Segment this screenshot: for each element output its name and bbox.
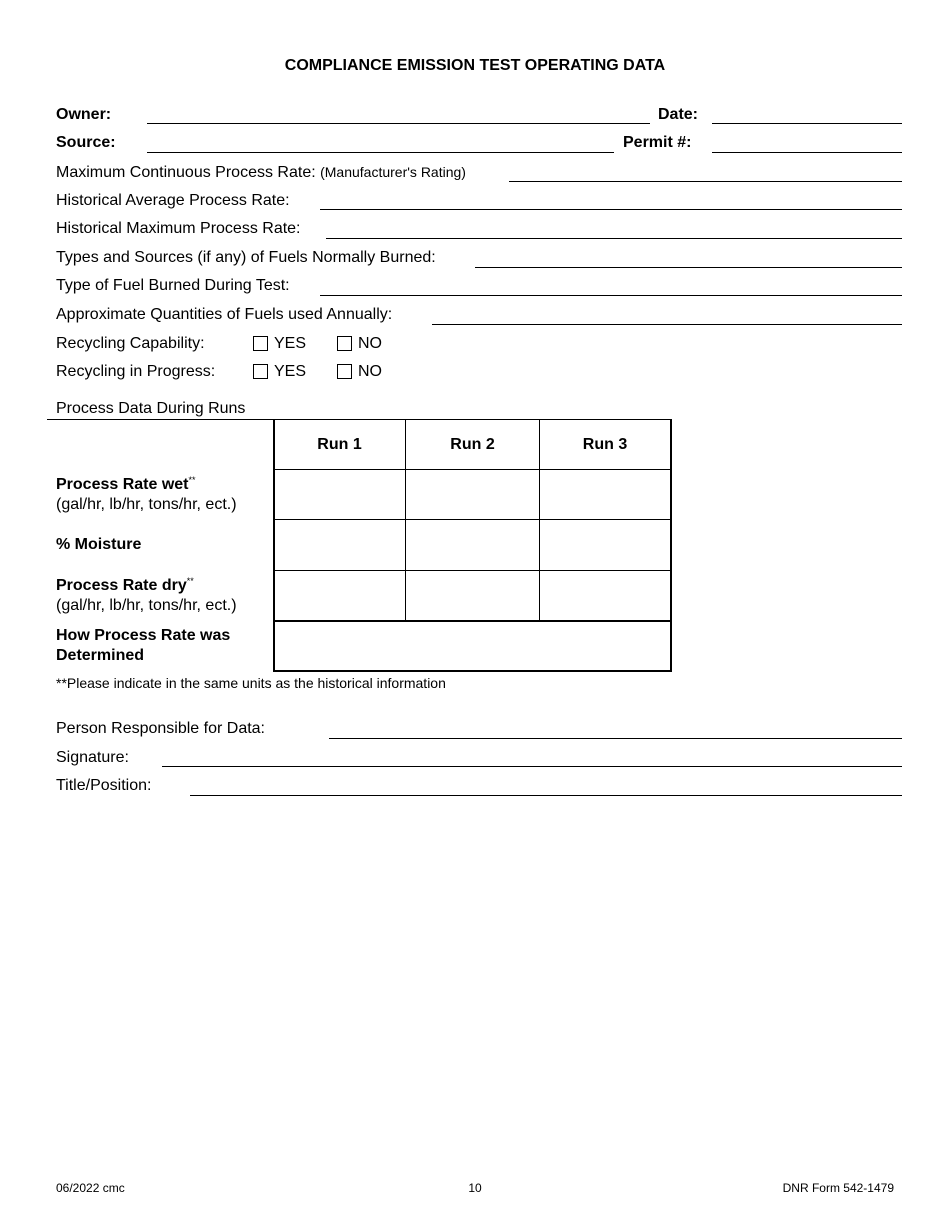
- row-label-dry-units: (gal/hr, lb/hr, tons/hr, ect.): [56, 597, 237, 614]
- title-position-label: Title/Position:: [56, 777, 152, 794]
- table-row-line-3: [273, 620, 671, 622]
- footer-form-number: DNR Form 542-1479: [782, 1181, 894, 1195]
- date-label: Date:: [658, 106, 699, 123]
- table-footnote: **Please indicate in the same units as the historical information: [56, 675, 446, 691]
- person-responsible-field[interactable]: [329, 738, 902, 739]
- recycling-capability-yes-label: YES: [274, 335, 307, 352]
- cell-moisture-run-1[interactable]: [275, 521, 404, 569]
- cell-dry-run-2[interactable]: [407, 572, 538, 619]
- max-rate-text: Maximum Continuous Process Rate:: [56, 164, 316, 181]
- recycling-capability-yes-checkbox[interactable]: [253, 336, 268, 351]
- recycling-capability-no-checkbox[interactable]: [337, 336, 352, 351]
- max-rate-field[interactable]: [509, 181, 902, 182]
- title-position-field[interactable]: [190, 795, 902, 796]
- permit-label: Permit #:: [623, 134, 692, 151]
- row-label-process-rate-dry: [56, 576, 237, 616]
- table-right-border: [670, 419, 672, 672]
- cell-moisture-run-2[interactable]: [407, 521, 538, 569]
- source-label: Source:: [56, 134, 116, 151]
- recycling-progress-label: Recycling in Progress:: [56, 363, 216, 380]
- row-label-dry-text: Process Rate dry: [56, 577, 187, 594]
- recycling-progress-yes-checkbox[interactable]: [253, 364, 268, 379]
- date-field[interactable]: [712, 123, 902, 124]
- permit-field[interactable]: [712, 152, 902, 153]
- row-label-wet-mark: **: [188, 475, 196, 485]
- row-label-wet-units: (gal/hr, lb/hr, tons/hr, ect.): [56, 496, 237, 513]
- hist-max-field[interactable]: [326, 238, 902, 239]
- owner-label: Owner:: [56, 106, 112, 123]
- table-row-line-1: [273, 519, 671, 520]
- row-label-process-rate-wet: [56, 475, 237, 515]
- row-label-how-line1: How Process Rate was: [56, 627, 231, 644]
- row-label-dry-mark: **: [186, 576, 194, 586]
- table-top-border: [47, 419, 671, 420]
- cell-wet-run-3[interactable]: [541, 471, 669, 518]
- hist-max-label: Historical Maximum Process Rate:: [56, 220, 301, 237]
- row-label-moisture: % Moisture: [56, 536, 142, 553]
- fuel-types-label: Types and Sources (if any) of Fuels Normally Burned:: [56, 249, 436, 266]
- column-header-run-3: Run 3: [582, 436, 628, 453]
- source-field[interactable]: [147, 152, 614, 153]
- signature-field[interactable]: [162, 766, 902, 767]
- recycling-progress-yes-label: YES: [274, 363, 307, 380]
- form-title: COMPLIANCE EMISSION TEST OPERATING DATA: [284, 57, 666, 74]
- table-row-line-2: [273, 570, 671, 571]
- table-caption: Process Data During Runs: [56, 400, 246, 417]
- recycling-progress-no-label: NO: [358, 363, 382, 380]
- owner-field[interactable]: [147, 123, 650, 124]
- fuel-qty-label: Approximate Quantities of Fuels used Annually:: [56, 306, 393, 323]
- column-header-run-2: Run 2: [450, 436, 495, 453]
- footer-date: 06/2022 cmc: [56, 1181, 125, 1195]
- cell-how-determined[interactable]: [275, 623, 669, 669]
- hist-avg-field[interactable]: [320, 209, 902, 210]
- recycling-progress-no-checkbox[interactable]: [337, 364, 352, 379]
- max-rate-note: (Manufacturer's Rating): [320, 164, 466, 180]
- hist-avg-label: Historical Average Process Rate:: [56, 192, 290, 209]
- fuel-test-label: Type of Fuel Burned During Test:: [56, 277, 290, 294]
- footer-page-number: 10: [468, 1181, 482, 1195]
- recycling-capability-no-label: NO: [358, 335, 382, 352]
- fuel-qty-field[interactable]: [432, 324, 902, 325]
- cell-moisture-run-3[interactable]: [541, 521, 669, 569]
- cell-wet-run-1[interactable]: [275, 471, 404, 518]
- recycling-capability-label: Recycling Capability:: [56, 335, 205, 352]
- row-label-how-determined: [56, 626, 230, 666]
- person-responsible-label: Person Responsible for Data:: [56, 720, 265, 737]
- table-header-bottom: [273, 469, 671, 470]
- fuel-test-field[interactable]: [320, 295, 902, 296]
- column-header-run-1: Run 1: [317, 436, 362, 453]
- max-rate-label: [56, 163, 466, 182]
- cell-dry-run-1[interactable]: [275, 572, 404, 619]
- table-bottom-border: [273, 670, 672, 672]
- fuel-types-field[interactable]: [475, 267, 902, 268]
- cell-wet-run-2[interactable]: [407, 471, 538, 518]
- row-label-how-line2: Determined: [56, 647, 145, 664]
- signature-label: Signature:: [56, 749, 129, 766]
- row-label-wet-text: Process Rate wet: [56, 476, 189, 493]
- cell-dry-run-3[interactable]: [541, 572, 669, 619]
